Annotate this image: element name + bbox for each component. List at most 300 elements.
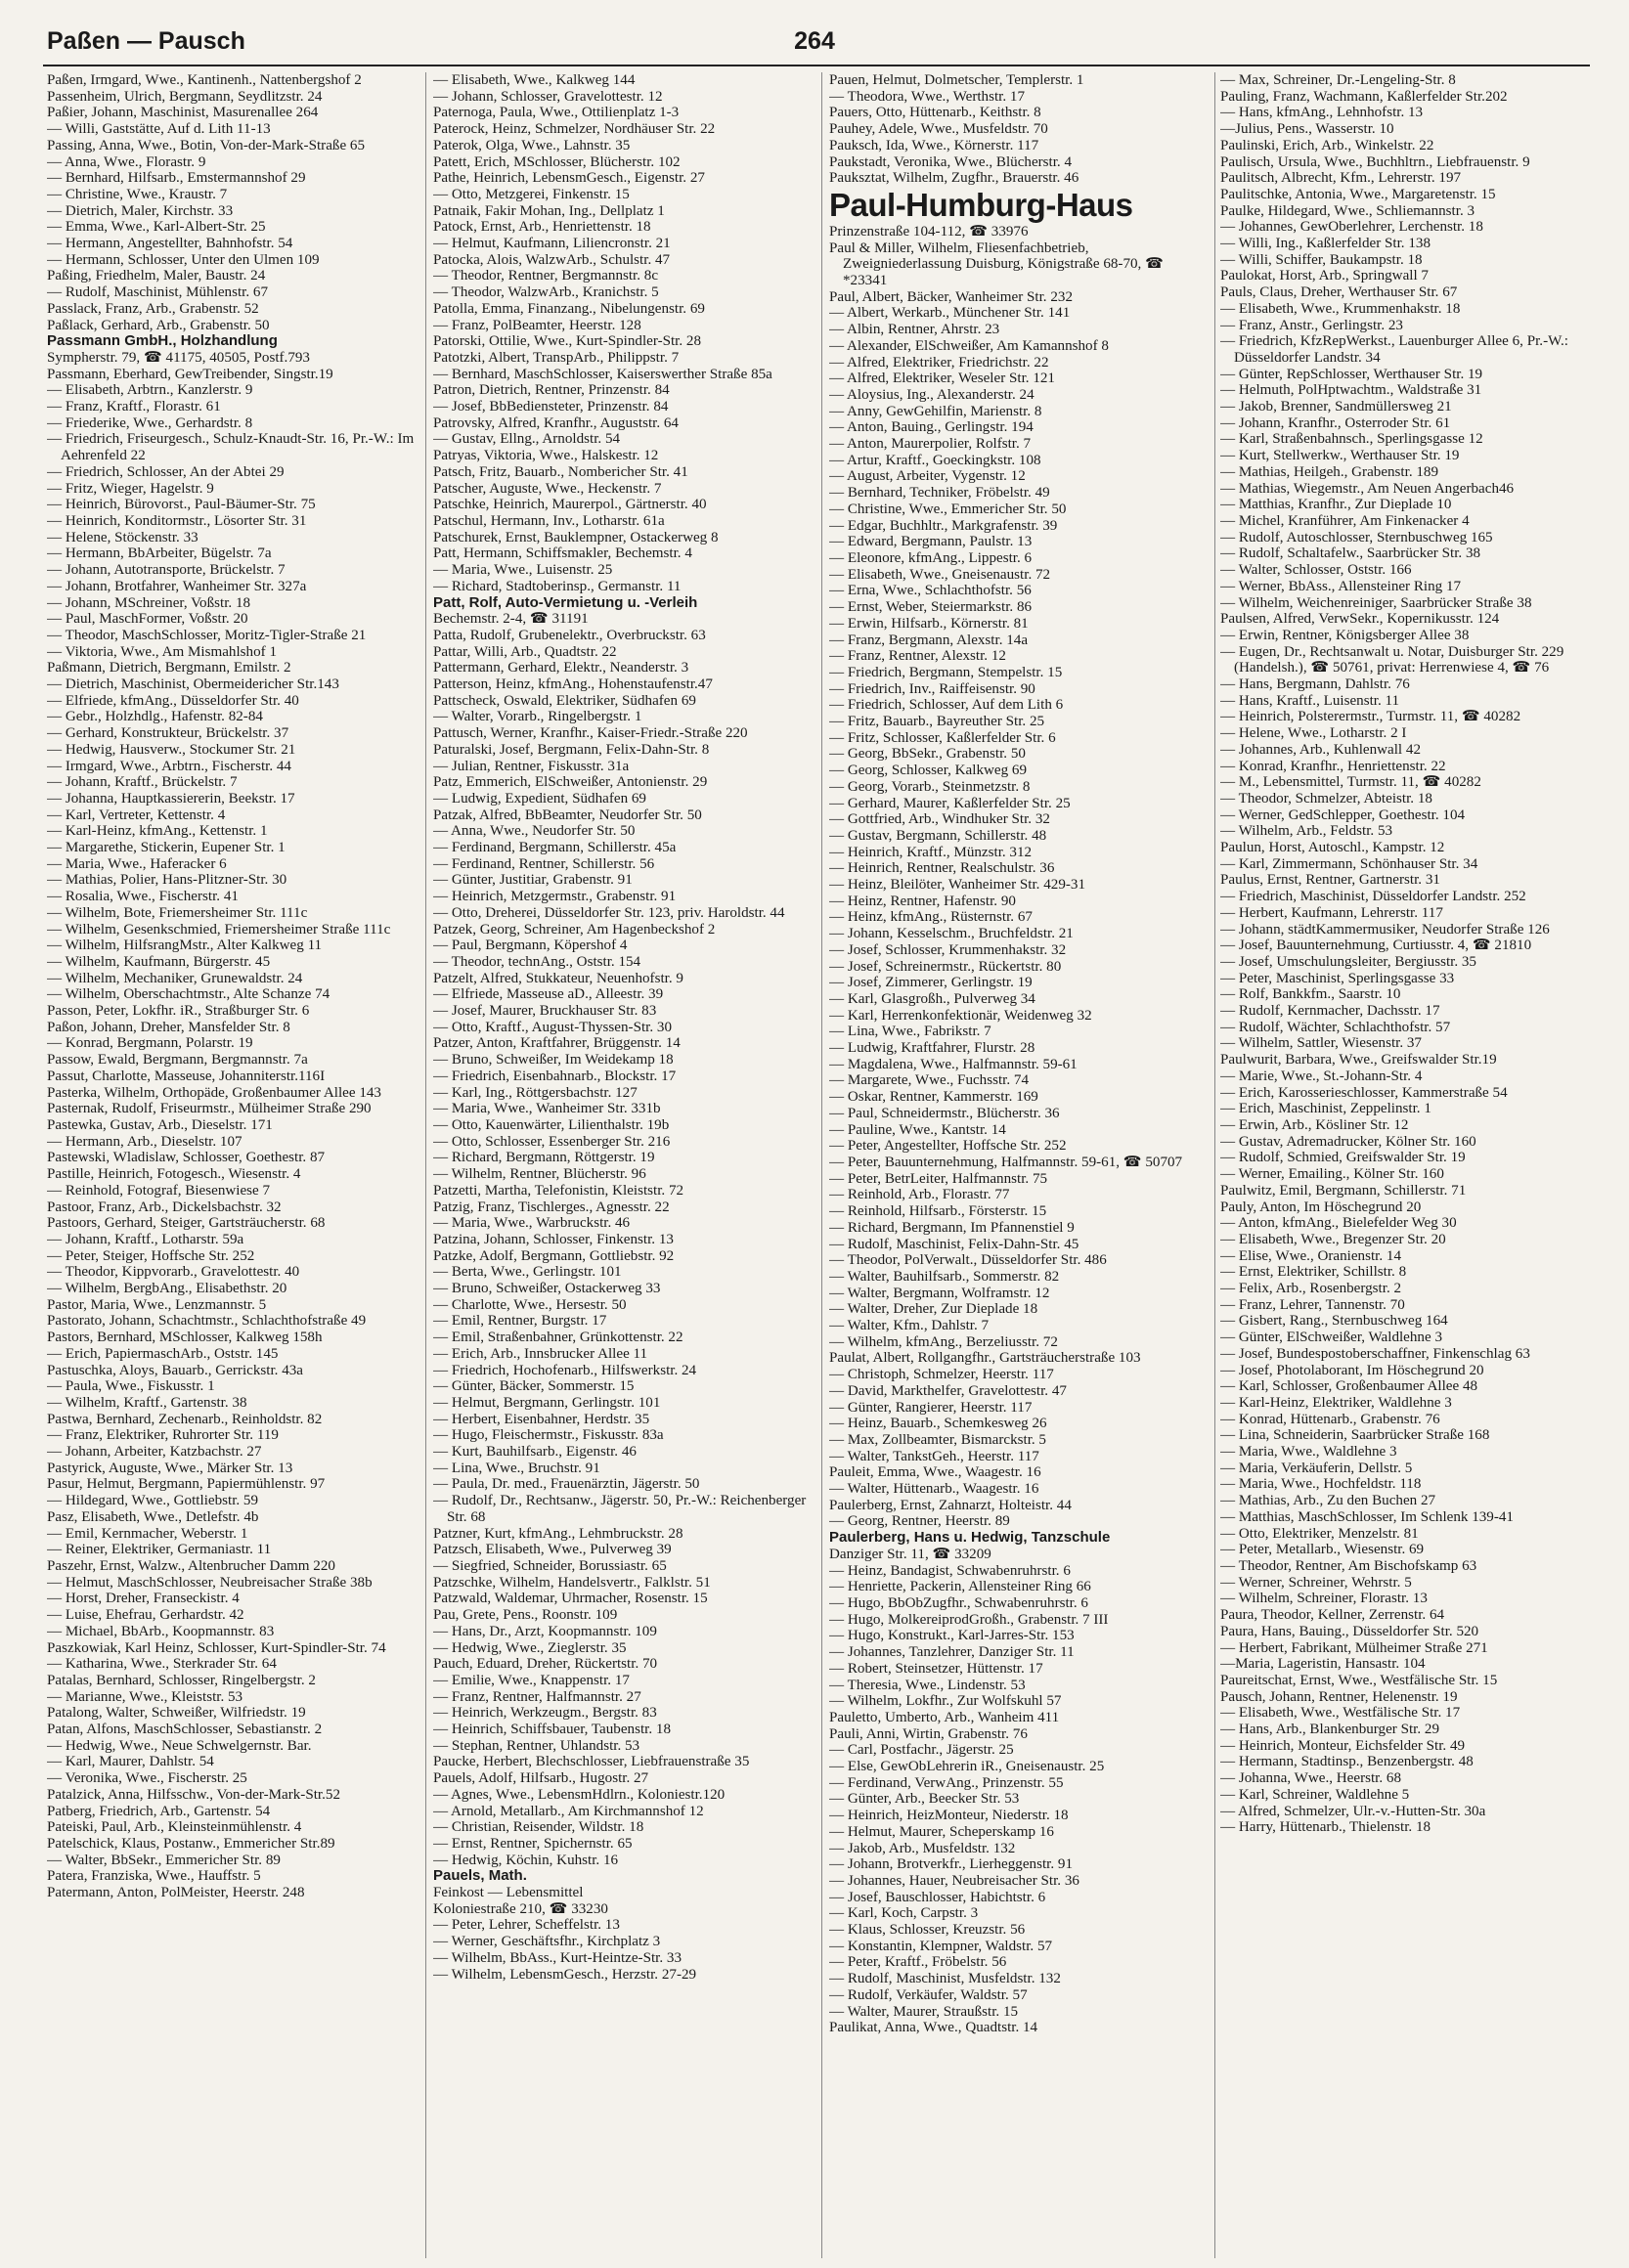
directory-entry: Paulwitz, Emil, Bergmann, Schillerstr. 71	[1220, 1182, 1467, 1199]
directory-entry: Patzek, Georg, Schreiner, Am Hagenbeckshof 2	[433, 921, 716, 938]
directory-entry: — August, Arbeiter, Vygenstr. 12	[829, 468, 1026, 485]
directory-entry: — Elisabeth, Wwe., Westfälische Str. 17	[1220, 1705, 1461, 1722]
directory-entry: — Wilhelm, Kaufmann, Bürgerstr. 45	[47, 953, 271, 970]
directory-entry: — Walter, BbSekr., Emmericher Str. 89	[47, 1852, 281, 1868]
directory-entry: Paterok, Olga, Wwe., Lahnstr. 35	[433, 137, 631, 153]
directory-entry: — Johann, Schlosser, Gravelottestr. 12	[433, 88, 663, 105]
directory-entry: — Wilhelm, HilfsrangMstr., Alter Kalkweg 11	[47, 938, 323, 954]
directory-entry: — Werner, Geschäftsfhr., Kirchplatz 3	[433, 1934, 661, 1950]
directory-entry: — Wilhelm, Weichenreiniger, Saarbrücker Straße 38	[1220, 594, 1532, 611]
directory-entry: — Peter, Steiger, Hoffsche Str. 252	[47, 1247, 255, 1264]
directory-entry: — Wilhelm, Arb., Feldstr. 53	[1220, 823, 1393, 840]
directory-entry: — Heinz, Bleilöter, Wanheimer Str. 429-31	[829, 877, 1085, 894]
directory-entry: — Günter, Justitiar, Grabenstr. 91	[433, 872, 633, 889]
directory-entry: Pattermann, Gerhard, Elektr., Neanderstr. 3	[433, 660, 689, 676]
directory-entry: — Günter, Arb., Beecker Str. 53	[829, 1791, 1020, 1808]
directory-entry: — Johann, Kraftf., Brückelstr. 7	[47, 774, 238, 791]
directory-entry: — Karl, Vertreter, Kettenstr. 4	[47, 807, 226, 823]
directory-entry: — Friedrich, Inv., Raiffeisenstr. 90	[829, 680, 1035, 697]
directory-entry: — Franz, Lehrer, Tannenstr. 70	[1220, 1296, 1405, 1313]
directory-entry: Pauly, Anton, Im Höschegrund 20	[1220, 1199, 1422, 1215]
directory-entry: — Dietrich, Maler, Kirchstr. 33	[47, 202, 234, 219]
directory-entry: Pastors, Bernhard, MSchlosser, Kalkweg 158h	[47, 1330, 323, 1346]
directory-entry: — Elisabeth, Wwe., Kalkweg 144	[433, 72, 636, 88]
directory-entry: — Johann, Kesselschm., Bruchfeldstr. 21	[829, 926, 1074, 942]
directory-entry: — Lina, Wwe., Fabrikstr. 7	[829, 1024, 991, 1040]
directory-entry: Patan, Alfons, MaschSchlosser, Sebastianstr. 2	[47, 1722, 323, 1738]
directory-entry: — Theodor, MaschSchlosser, Moritz-Tigler-Straße 21	[47, 627, 367, 643]
directory-entry: — Alfred, Elektriker, Weseler Str. 121	[829, 371, 1055, 387]
directory-entry: — Gerhard, Maurer, Kaßlerfelder Str. 25	[829, 795, 1071, 811]
directory-entry: Pasur, Helmut, Bergmann, Papiermühlenstr. 97	[47, 1476, 326, 1493]
directory-entry: Patt, Hermann, Schiffsmakler, Bechemstr. 4	[433, 545, 692, 562]
column-divider	[1214, 72, 1215, 2258]
directory-entry: — Josef, Maurer, Bruckhauser Str. 83	[433, 1003, 657, 1020]
directory-entry: — Otto, Kauenwärter, Lilienthalstr. 19b	[433, 1117, 670, 1133]
directory-entry: — Konrad, Hüttenarb., Grabenstr. 76	[1220, 1411, 1440, 1427]
directory-entry: — Josef, Bauunternehmung, Curtiusstr. 4, ☎ 21810	[1220, 938, 1532, 954]
directory-entry: Patalzick, Anna, Hilfsschw., Von-der-Mark-Str.52	[47, 1786, 340, 1803]
directory-entry: — Edward, Bergmann, Paulstr. 13	[829, 534, 1033, 550]
directory-entry: Patzig, Franz, Tischlerges., Agnesstr. 22	[433, 1199, 670, 1215]
directory-entry: — Theodor, WalzwArb., Kranichstr. 5	[433, 284, 659, 301]
directory-entry: Paulitsch, Albrecht, Kfm., Lehrerstr. 197	[1220, 170, 1462, 187]
directory-entry: — Helmut, MaschSchlosser, Neubreisacher Straße 38b	[47, 1574, 373, 1591]
directory-entry: — Theodor, Kippvorarb., Gravelottestr. 40	[47, 1264, 300, 1281]
directory-entry: — Helmut, Bergmann, Gerlingstr. 101	[433, 1394, 661, 1411]
directory-entry: — Wilhelm, Gesenkschmied, Friemersheimer Straße 111c	[47, 921, 391, 938]
business-listing: Paulerberg, Hans u. Hedwig, Tanzschule	[829, 1529, 1111, 1547]
directory-entry: — Hermann, BbArbeiter, Bügelstr. 7a	[47, 545, 272, 562]
directory-entry: Patschul, Hermann, Inv., Lotharstr. 61a	[433, 512, 665, 529]
directory-entry: Patolla, Emma, Finanzang., Nibelungenstr. 69	[433, 300, 705, 317]
business-listing: Patt, Rolf, Auto-Vermietung u. -Verleih	[433, 593, 698, 611]
directory-entry: Pauen, Helmut, Dolmetscher, Templerstr. 1	[829, 72, 1084, 88]
directory-entry: Paulikat, Anna, Wwe., Quadtstr. 14	[829, 2020, 1038, 2036]
directory-entry: — Wilhelm, Mechaniker, Grunewaldstr. 24	[47, 970, 303, 986]
column-4	[1220, 72, 1596, 2258]
directory-entry: — Erich, Arb., Innsbrucker Allee 11	[433, 1345, 648, 1362]
directory-entry: — Rudolf, Schaltafelw., Saarbrücker Str. 38	[1220, 545, 1481, 562]
directory-entry: — Theodor, Rentner, Am Bischofskamp 63	[1220, 1557, 1477, 1574]
directory-entry: Patschke, Heinrich, Maurerpol., Gärtnerstr. 40	[433, 497, 707, 513]
directory-entry: Paßmann, Dietrich, Bergmann, Emilstr. 2	[47, 660, 291, 676]
directory-entry: — Willi, Gaststätte, Auf d. Lith 11-13	[47, 121, 271, 138]
directory-entry: — Marianne, Wwe., Kleiststr. 53	[47, 1688, 243, 1705]
directory-entry: — Wilhelm, Sattler, Wiesenstr. 37	[1220, 1035, 1422, 1052]
directory-entry: — Hans, kfmAng., Lehnhofstr. 13	[1220, 105, 1424, 121]
directory-entry: Pauleit, Emma, Wwe., Waagestr. 16	[829, 1464, 1041, 1481]
directory-entry: Patzina, Johann, Schlosser, Finkenstr. 13	[433, 1231, 674, 1247]
directory-entry: Pasterka, Wilhelm, Orthopäde, Großenbaumer Allee 143	[47, 1084, 381, 1101]
directory-columns	[47, 72, 1594, 2258]
directory-entry: Pattusch, Werner, Kranfhr., Kaiser-Friedr.-Straße 220	[433, 725, 748, 742]
directory-entry: — Peter, Maschinist, Sperlingsgasse 33	[1220, 970, 1455, 986]
directory-entry: Pastille, Heinrich, Fotogesch., Wiesenstr. 4	[47, 1166, 301, 1183]
directory-entry: — Josef, Umschulungsleiter, Bergiusstr. 35	[1220, 953, 1476, 970]
directory-entry: — Alexander, ElSchweißer, Am Kamannshof 8	[829, 337, 1109, 354]
directory-entry: Pauling, Franz, Wachmann, Kaßlerfelder Str.202	[1220, 88, 1508, 105]
directory-entry: — Marie, Wwe., St.-Johann-Str. 4	[1220, 1068, 1423, 1084]
directory-entry: — Walter, Vorarb., Ringelbergstr. 1	[433, 709, 642, 725]
directory-entry: — Christine, Wwe., Kraustr. 7	[47, 186, 228, 202]
directory-entry: Passing, Anna, Wwe., Botin, Von-der-Mark-Straße 65	[47, 137, 366, 153]
directory-entry: Pattar, Willi, Arb., Quadtstr. 22	[433, 643, 617, 660]
directory-entry: — Ernst, Elektriker, Schillstr. 8	[1220, 1264, 1407, 1281]
directory-entry: Patberg, Friedrich, Arb., Gartenstr. 54	[47, 1803, 271, 1819]
directory-entry: Patnaik, Fakir Mohan, Ing., Dellplatz 1	[433, 202, 665, 219]
directory-entry: Paul & Miller, Wilhelm, Fliesenfachbetrieb, Zweigniederlassung Duisburg, Königstraße 68-70, ☎ *23341	[829, 240, 1164, 289]
directory-entry: — Luise, Ehefrau, Gerhardstr. 42	[47, 1607, 244, 1624]
directory-entry: — Franz, Anstr., Gerlingstr. 23	[1220, 317, 1403, 333]
directory-entry: — Johann, Brotfahrer, Wanheimer Str. 327a	[47, 578, 307, 594]
directory-entry: — Hedwig, Köchin, Kuhstr. 16	[433, 1852, 619, 1868]
directory-entry: Patocka, Alois, WalzwArb., Schulstr. 47	[433, 251, 671, 268]
directory-entry: — Johann, Arbeiter, Katzbachstr. 27	[47, 1444, 262, 1461]
directory-entry: — Mathias, Polier, Hans-Plitzner-Str. 30	[47, 872, 287, 889]
directory-entry: Paulerberg, Ernst, Zahnarzt, Holteistr. 44	[829, 1497, 1072, 1513]
directory-entry: — Felix, Arb., Rosenbergstr. 2	[1220, 1281, 1402, 1297]
directory-entry: — Theodor, Rentner, Bergmannstr. 8c	[433, 268, 659, 284]
directory-entry: — Matthias, MaschSchlosser, Im Schlenk 139-41	[1220, 1508, 1514, 1525]
directory-entry: — Rosalia, Wwe., Fischerstr. 41	[47, 889, 239, 905]
directory-entry: — Johanna, Wwe., Heerstr. 68	[1220, 1770, 1401, 1787]
directory-entry: — Walter, Kfm., Dahlstr. 7	[829, 1318, 990, 1334]
directory-entry: — Paul, Schneidermstr., Blücherstr. 36	[829, 1105, 1060, 1121]
directory-entry: — Konrad, Kranfhr., Henriettenstr. 22	[1220, 758, 1446, 774]
directory-entry: — Konrad, Bergmann, Polarstr. 19	[47, 1035, 253, 1052]
directory-entry: — Friedrich, Maschinist, Düsseldorfer Landstr. 252	[1220, 889, 1526, 905]
directory-entry: — Max, Schreiner, Dr.-Lengeling-Str. 8	[1220, 72, 1456, 88]
directory-entry: — Otto, Metzgerei, Finkenstr. 15	[433, 186, 630, 202]
directory-entry: — Friederike, Wwe., Gerhardstr. 8	[47, 414, 253, 431]
directory-entry: Pastorato, Johann, Schachtmstr., Schlachthofstraße 49	[47, 1313, 367, 1330]
directory-entry: — Heinrich, Rentner, Realschulstr. 36	[829, 860, 1055, 877]
directory-entry: Pattscheck, Oswald, Elektriker, Südhafen 69	[433, 692, 696, 709]
directory-entry: — Heinz, Bandagist, Schwabenruhrstr. 6	[829, 1562, 1071, 1579]
directory-entry: Passmann, Eberhard, GewTreibender, Singstr.19	[47, 366, 333, 382]
directory-entry: — Friedrich, Bergmann, Stempelstr. 15	[829, 664, 1063, 680]
directory-entry: Paulat, Albert, Rollgangfhr., Gartsträucherstraße 103	[829, 1350, 1141, 1367]
directory-entry: — Josef, Photolaborant, Im Höschegrund 20	[1220, 1362, 1484, 1378]
directory-entry: — Emil, Straßenbahner, Grünkottenstr. 22	[433, 1330, 683, 1346]
directory-entry: —Julius, Pens., Wasserstr. 10	[1220, 121, 1394, 138]
directory-entry: Patock, Ernst, Arb., Henriettenstr. 18	[433, 219, 651, 236]
directory-entry: — Margarete, Wwe., Fuchsstr. 74	[829, 1072, 1030, 1089]
directory-entry: Pasternak, Rudolf, Friseurmstr., Mülheimer Straße 290	[47, 1101, 372, 1117]
directory-entry: — Franz, Elektriker, Ruhrorter Str. 119	[47, 1427, 279, 1444]
directory-entry: — Willi, Schiffer, Baukampstr. 18	[1220, 251, 1423, 268]
directory-entry: — Wilhelm, Bote, Friemersheimer Str. 111c	[47, 904, 308, 921]
directory-entry: — Johannes, GewOberlehrer, Lerchenstr. 18	[1220, 219, 1483, 236]
directory-entry: — Wilhelm, Lokfhr., Zur Wolfskuhl 57	[829, 1693, 1062, 1710]
directory-entry: — Helmut, Maurer, Scheperskamp 16	[829, 1823, 1054, 1840]
directory-entry: — Josef, BbBediensteter, Prinzenstr. 84	[433, 399, 669, 415]
directory-entry: — Erwin, Rentner, Königsberger Allee 38	[1220, 627, 1470, 643]
directory-entry: — Johannes, Hauer, Neubreisacher Str. 36	[829, 1872, 1079, 1889]
directory-entry: Paturalski, Josef, Bergmann, Felix-Dahn-Str. 8	[433, 741, 710, 758]
directory-entry: — Reiner, Elektriker, Germaniastr. 11	[47, 1542, 272, 1558]
directory-entry: — Aloysius, Ing., Alexanderstr. 24	[829, 386, 1035, 403]
directory-entry: — Maria, Wwe., Warbruckstr. 46	[433, 1215, 631, 1232]
directory-entry: — Theodor, technAng., Oststr. 154	[433, 953, 641, 970]
directory-entry: — Fritz, Wieger, Hagelstr. 9	[47, 480, 214, 497]
directory-entry: — Günter, RepSchlosser, Werthauser Str. 19	[1220, 366, 1483, 382]
directory-entry: — Karl, Straßenbahnsch., Sperlingsgasse 12	[1220, 431, 1483, 448]
directory-entry: — Anna, Wwe., Neudorfer Str. 50	[433, 823, 636, 840]
directory-entry: — Eugen, Dr., Rechtsanwalt u. Notar, Duisburger Str. 229 (Handelsh.), ☎ 50761, privat: Herrenwiese 4, ☎ 76	[1220, 643, 1564, 676]
directory-entry: — Werner, BbAss., Allensteiner Ring 17	[1220, 578, 1462, 594]
directory-entry: — Johannes, Tanzlehrer, Danziger Str. 11	[829, 1644, 1075, 1661]
directory-entry: — Rudolf, Autoschlosser, Sternbuschweg 165	[1220, 529, 1493, 545]
directory-entry: — Reinhold, Hilfsarb., Försterstr. 15	[829, 1203, 1047, 1220]
directory-entry: — Günter, ElSchweißer, Waldlehne 3	[1220, 1330, 1442, 1346]
directory-entry: — Kurt, Bauhilfsarb., Eigenstr. 46	[433, 1444, 637, 1461]
directory-entry: Patzetti, Martha, Telefonistin, Kleiststr. 72	[433, 1182, 684, 1199]
directory-entry: Patzwald, Waldemar, Uhrmacher, Rosenstr. 15	[433, 1591, 708, 1607]
directory-entry: Pastoor, Franz, Arb., Dickelsbachstr. 32	[47, 1199, 282, 1215]
directory-entry: — Elisabeth, Arbtrn., Kanzlerstr. 9	[47, 382, 253, 399]
directory-entry: — Josef, Bauschlosser, Habichtstr. 6	[829, 1889, 1046, 1905]
directory-entry: — Hermann, Angestellter, Bahnhofstr. 54	[47, 236, 293, 252]
directory-entry: — Jakob, Brenner, Sandmüllersweg 21	[1220, 399, 1452, 415]
directory-entry: — Richard, Stadtoberinsp., Germanstr. 11	[433, 578, 682, 594]
directory-entry: — Karl, Schreiner, Waldlehne 5	[1220, 1786, 1410, 1803]
directory-entry: — Wilhelm, Rentner, Blücherstr. 96	[433, 1166, 646, 1183]
directory-entry: — Franz, PolBeamter, Heerstr. 128	[433, 317, 641, 333]
directory-entry: — Hildegard, Wwe., Gottliebstr. 59	[47, 1493, 259, 1509]
directory-entry: Paura, Hans, Bauing., Düsseldorfer Str. 520	[1220, 1623, 1479, 1639]
directory-entry: Paulwurit, Barbara, Wwe., Greifswalder Str.19	[1220, 1052, 1497, 1069]
directory-entry: — Rudolf, Maschinist, Musfeldstr. 132	[829, 1971, 1061, 1987]
directory-entry: Patzsch, Elisabeth, Wwe., Pulverweg 39	[433, 1542, 672, 1558]
directory-entry: — Walter, Schlosser, Oststr. 166	[1220, 562, 1412, 579]
directory-entry: — Veronika, Wwe., Fischerstr. 25	[47, 1770, 247, 1787]
directory-entry: Pauhey, Adele, Wwe., Musfeldstr. 70	[829, 121, 1048, 138]
directory-entry: — Erna, Wwe., Schlachthofstr. 56	[829, 583, 1032, 599]
directory-entry: — Mathias, Wiegemstr., Am Neuen Angerbach46	[1220, 480, 1515, 497]
directory-entry: — Christian, Reisender, Wildstr. 18	[433, 1819, 644, 1836]
directory-entry: Paßing, Friedhelm, Maler, Baustr. 24	[47, 268, 266, 284]
directory-entry: Pastuschka, Aloys, Bauarb., Gerrickstr. 43a	[47, 1362, 303, 1378]
directory-entry: — Irmgard, Wwe., Arbtrn., Fischerstr. 44	[47, 758, 291, 774]
directory-entry: — Hermann, Arb., Dieselstr. 107	[47, 1133, 242, 1150]
directory-entry: — Rudolf, Schmied, Greifswalder Str. 19	[1220, 1150, 1466, 1166]
directory-entry: — Friedrich, Friseurgesch., Schulz-Knaudt-Str. 16, Pr.-W.: Im Aehrenfeld 22	[47, 431, 415, 464]
directory-entry: Paulsen, Alfred, VerwSekr., Kopernikusstr. 124	[1220, 611, 1500, 628]
directory-entry: — Theodor, PolVerwalt., Düsseldorfer Str. 486	[829, 1252, 1107, 1269]
directory-entry: Paucke, Herbert, Blechschlosser, Liebfrauenstraße 35	[433, 1754, 750, 1770]
directory-entry: — Paul, MaschFormer, Voßstr. 20	[47, 611, 248, 628]
directory-entry: Pauls, Claus, Dreher, Werthauser Str. 67	[1220, 284, 1458, 301]
directory-entry: — Gustav, Bergmann, Schillerstr. 48	[829, 827, 1047, 844]
directory-entry: — Erich, Karosserieschlosser, Kammerstraße 54	[1220, 1084, 1508, 1101]
directory-entry: Pastwa, Bernhard, Zechenarb., Reinholdstr. 82	[47, 1411, 323, 1427]
directory-entry: — Ludwig, Expedient, Südhafen 69	[433, 790, 646, 807]
directory-entry: — Berta, Wwe., Gerlingstr. 101	[433, 1264, 622, 1281]
directory-entry: — Werner, Emailing., Kölner Str. 160	[1220, 1166, 1444, 1183]
directory-entry: Prinzenstraße 104-112, ☎ 33976	[829, 223, 1029, 240]
directory-entry: Paßlack, Gerhard, Arb., Grabenstr. 50	[47, 317, 270, 333]
directory-entry: — Günter, Rangierer, Heerstr. 117	[829, 1399, 1033, 1416]
directory-entry: — Emil, Kernmacher, Weberstr. 1	[47, 1525, 248, 1542]
directory-entry: — Erich, Maschinist, Zeppelinstr. 1	[1220, 1101, 1431, 1117]
directory-entry: — Horst, Dreher, Franseckistr. 4	[47, 1591, 240, 1607]
directory-entry: — Herbert, Fabrikant, Mülheimer Straße 271	[1220, 1639, 1488, 1656]
page-number: 264	[794, 27, 835, 55]
directory-entry: — Karl, Ing., Röttgersbachstr. 127	[433, 1084, 638, 1101]
directory-entry: — Emma, Wwe., Karl-Albert-Str. 25	[47, 219, 266, 236]
directory-entry: — Elfriede, Masseuse aD., Alleestr. 39	[433, 986, 664, 1003]
directory-entry: Paßen, Irmgard, Wwe., Kantinenh., Nattenbergshof 2	[47, 72, 362, 88]
directory-entry: Patotzki, Albert, TranspArb., Philippstr. 7	[433, 349, 680, 366]
directory-entry: — Georg, Schlosser, Kalkweg 69	[829, 763, 1028, 779]
directory-entry: — Walter, Bergmann, Wolframstr. 12	[829, 1285, 1050, 1301]
directory-entry: Sympherstr. 79, ☎ 41175, 40505, Postf.793	[47, 349, 310, 366]
directory-entry: Pauletto, Umberto, Arb., Wanheim 411	[829, 1709, 1060, 1725]
directory-entry: — Wilhelm, Oberschachtmstr., Alte Schanze 74	[47, 986, 330, 1003]
directory-entry: — Herbert, Eisenbahner, Herdstr. 35	[433, 1411, 650, 1427]
directory-entry: Pauksztat, Wilhelm, Zugfhr., Brauerstr. 46	[829, 170, 1079, 187]
directory-entry: — Wilhelm, kfmAng., Berzeliusstr. 72	[829, 1333, 1058, 1350]
directory-entry: — Georg, BbSekr., Grabenstr. 50	[829, 746, 1026, 763]
directory-entry: — Otto, Kraftf., August-Thyssen-Str. 30	[433, 1019, 672, 1035]
directory-entry: — Hans, Kraftf., Luisenstr. 11	[1220, 692, 1400, 709]
directory-entry: Patta, Rudolf, Grubenelektr., Overbruckstr. 63	[433, 627, 706, 643]
page-header	[47, 23, 1582, 63]
directory-entry: — Franz, Bergmann, Alexstr. 14a	[829, 632, 1029, 648]
directory-entry: Pastewka, Gustav, Arb., Dieselstr. 171	[47, 1117, 273, 1133]
directory-entry: — Peter, BetrLeiter, Halfmannstr. 75	[829, 1170, 1048, 1187]
directory-entry: — Josef, Schlosser, Krummenhakstr. 32	[829, 941, 1067, 958]
directory-entry: Danziger Str. 11, ☎ 33209	[829, 1546, 991, 1562]
directory-entry: — Hans, Arb., Blankenburger Str. 29	[1220, 1722, 1440, 1738]
directory-entry: — Ernst, Weber, Steiermarkstr. 86	[829, 599, 1033, 616]
directory-entry: — Georg, Vorarb., Steinmetzstr. 8	[829, 778, 1031, 795]
directory-entry: — Carl, Postfachr., Jägerstr. 25	[829, 1742, 1014, 1759]
directory-entry: Patz, Emmerich, ElSchweißer, Antonienstr. 29	[433, 774, 708, 791]
directory-entry: — Heinrich, Metzgermstr., Grabenstr. 91	[433, 889, 677, 905]
directory-entry: — Paul, Bergmann, Köpershof 4	[433, 938, 628, 954]
directory-entry: — Bruno, Schweißer, Im Weidekamp 18	[433, 1052, 674, 1069]
directory-entry: Patelschick, Klaus, Postanw., Emmericher Str.89	[47, 1835, 335, 1852]
directory-entry: — Maria, Wwe., Waldlehne 3	[1220, 1444, 1397, 1461]
directory-entry: — Richard, Bergmann, Röttgerstr. 19	[433, 1150, 655, 1166]
directory-entry: — Julian, Rentner, Fiskusstr. 31a	[433, 758, 630, 774]
directory-entry: — Peter, Angestellter, Hoffsche Str. 252	[829, 1138, 1067, 1155]
directory-entry: — Stephan, Rentner, Uhlandstr. 53	[433, 1737, 640, 1754]
directory-entry: — Ludwig, Kraftfahrer, Flurstr. 28	[829, 1040, 1035, 1057]
directory-entry: — Josef, Bundespostoberschaffner, Finkenschlag 63	[1220, 1345, 1530, 1362]
header-rule	[43, 65, 1590, 66]
directory-entry: — Konstantin, Klempner, Waldstr. 57	[829, 1938, 1053, 1954]
directory-entry: — Franz, Rentner, Halfmannstr. 27	[433, 1688, 641, 1705]
directory-entry: — Else, GewObLehrerin iR., Gneisenaustr. 25	[829, 1759, 1105, 1775]
directory-entry: — Johannes, Arb., Kuhlenwall 42	[1220, 741, 1421, 758]
directory-entry: — Otto, Elektriker, Menzelstr. 81	[1220, 1525, 1419, 1542]
directory-entry: Patschurek, Ernst, Bauklempner, Ostackerweg 8	[433, 529, 719, 545]
directory-entry: — Hugo, Fleischermstr., Fiskusstr. 83a	[433, 1427, 664, 1444]
directory-entry: — Hedwig, Wwe., Neue Schwelgernstr. Bar.	[47, 1737, 312, 1754]
directory-entry: — Anton, kfmAng., Bielefelder Weg 30	[1220, 1215, 1457, 1232]
directory-entry: Passenheim, Ulrich, Bergmann, Seydlitzstr. 24	[47, 88, 323, 105]
directory-entry: — Emil, Rentner, Burgstr. 17	[433, 1313, 607, 1330]
directory-entry: — Maria, Wwe., Luisenstr. 25	[433, 562, 613, 579]
directory-entry: — Margarethe, Stickerin, Eupener Str. 1	[47, 840, 286, 856]
directory-entry: — Christoph, Schmelzer, Heerstr. 117	[829, 1367, 1054, 1383]
column-divider	[821, 72, 822, 2258]
directory-entry: — Max, Zollbeamter, Bismarckstr. 5	[829, 1431, 1046, 1448]
directory-entry: — Peter, Lehrer, Scheffelstr. 13	[433, 1917, 620, 1934]
directory-entry: — Elisabeth, Wwe., Bregenzer Str. 20	[1220, 1231, 1446, 1247]
directory-entry: — Franz, Kraftf., Florastr. 61	[47, 399, 221, 415]
directory-entry: — Eleonore, kfmAng., Lippestr. 6	[829, 549, 1033, 566]
directory-entry: — Heinrich, Schiffsbauer, Taubenstr. 18	[433, 1722, 672, 1738]
directory-entry: — Hermann, Stadtinsp., Benzenbergstr. 48	[1220, 1754, 1474, 1770]
directory-entry: — Katharina, Wwe., Sterkrader Str. 64	[47, 1656, 277, 1673]
directory-entry: — Helene, Stöckenstr. 33	[47, 529, 198, 545]
directory-entry: — Friedrich, Schlosser, Auf dem Lith 6	[829, 697, 1064, 714]
header-range: Paßen — Pausch	[47, 27, 245, 55]
directory-entry: Paterock, Heinz, Schmelzer, Nordhäuser Str. 22	[433, 121, 716, 138]
directory-entry: — M., Lebensmittel, Turmstr. 11, ☎ 40282	[1220, 774, 1481, 791]
directory-entry: — Fritz, Bauarb., Bayreuther Str. 25	[829, 714, 1045, 730]
directory-entry: — Karl, Maurer, Dahlstr. 54	[47, 1754, 214, 1770]
directory-entry: Passut, Charlotte, Masseuse, Johanniterstr.116I	[47, 1068, 326, 1084]
directory-entry: — Michael, BbArb., Koopmannstr. 83	[47, 1623, 275, 1639]
directory-entry: — Wilhelm, Schreiner, Florastr. 13	[1220, 1591, 1428, 1607]
directory-entry: — Agnes, Wwe., LebensmHdlrn., Koloniestr.120	[433, 1786, 726, 1803]
directory-entry: Patalong, Walter, Schweißer, Wilfriedstr. 19	[47, 1705, 306, 1722]
directory-entry: Pastor, Maria, Wwe., Lenzmannstr. 5	[47, 1296, 267, 1313]
directory-entry: — Johanna, Hauptkassiererin, Beekstr. 17	[47, 790, 295, 807]
directory-entry: — Heinz, kfmAng., Rüsternstr. 67	[829, 909, 1033, 926]
directory-entry: — Kurt, Stellwerkw., Werthauser Str. 19	[1220, 448, 1460, 464]
business-listing: Pauels, Math.	[433, 1867, 527, 1885]
directory-entry: — Hugo, BbObZugfhr., Schwabenruhrstr. 6	[829, 1594, 1088, 1611]
directory-entry: Passow, Ewald, Bergmann, Bergmannstr. 7a	[47, 1052, 308, 1069]
column-3	[829, 72, 1211, 2258]
directory-entry: — Hugo, MolkereiprodGroßh., Grabenstr. 7 III	[829, 1611, 1109, 1628]
directory-entry: — Gustav, Ellng., Arnoldstr. 54	[433, 431, 621, 448]
directory-entry: Paszehr, Ernst, Walzw., Altenbrucher Damm 220	[47, 1557, 335, 1574]
directory-entry: Patrovsky, Alfred, Kranfhr., Auguststr. 64	[433, 414, 679, 431]
directory-entry: Patzak, Alfred, BbBeamter, Neudorfer Str. 50	[433, 807, 702, 823]
directory-entry: — Erwin, Hilfsarb., Körnerstr. 81	[829, 615, 1029, 632]
directory-entry: — Ferdinand, Rentner, Schillerstr. 56	[433, 855, 655, 872]
directory-entry: — Heinrich, Monteur, Eichsfelder Str. 49	[1220, 1737, 1466, 1754]
directory-entry: — Anton, Maurerpolier, Rolfstr. 7	[829, 436, 1032, 453]
directory-entry: — Pauline, Wwe., Kantstr. 14	[829, 1121, 1006, 1138]
directory-entry: — Theresia, Wwe., Lindenstr. 53	[829, 1677, 1026, 1693]
directory-entry: — Walter, Hüttenarb., Waagestr. 16	[829, 1481, 1039, 1498]
directory-entry: Pauers, Otto, Hüttenarb., Keithstr. 8	[829, 105, 1041, 121]
directory-entry: — Elfriede, kfmAng., Düsseldorfer Str. 40	[47, 692, 299, 709]
directory-entry: — Josef, Zimmerer, Gerlingstr. 19	[829, 975, 1033, 991]
directory-entry: Paßon, Johann, Dreher, Mansfelder Str. 8	[47, 1019, 290, 1035]
directory-entry: — Hugo, Konstrukt., Karl-Jarres-Str. 153	[829, 1628, 1075, 1644]
directory-entry: Paulokat, Horst, Arb., Springwall 7	[1220, 268, 1429, 284]
directory-entry: — Matthias, Kranfhr., Zur Dieplade 10	[1220, 497, 1452, 513]
directory-entry: — Maria, Wwe., Wanheimer Str. 331b	[433, 1101, 661, 1117]
directory-entry: Passon, Peter, Lokfhr. iR., Straßburger Str. 6	[47, 1003, 310, 1020]
directory-entry: —Maria, Lageristin, Hansastr. 104	[1220, 1656, 1426, 1673]
directory-entry: — Emilie, Wwe., Knappenstr. 17	[433, 1672, 630, 1688]
directory-entry: — Rudolf, Verkäufer, Waldstr. 57	[829, 1986, 1028, 2003]
directory-entry: Pathe, Heinrich, LebensmGesch., Eigenstr. 27	[433, 170, 705, 187]
directory-entry: Pau, Grete, Pens., Roonstr. 109	[433, 1607, 618, 1624]
directory-entry: — Fritz, Schlosser, Kaßlerfelder Str. 6	[829, 729, 1056, 746]
